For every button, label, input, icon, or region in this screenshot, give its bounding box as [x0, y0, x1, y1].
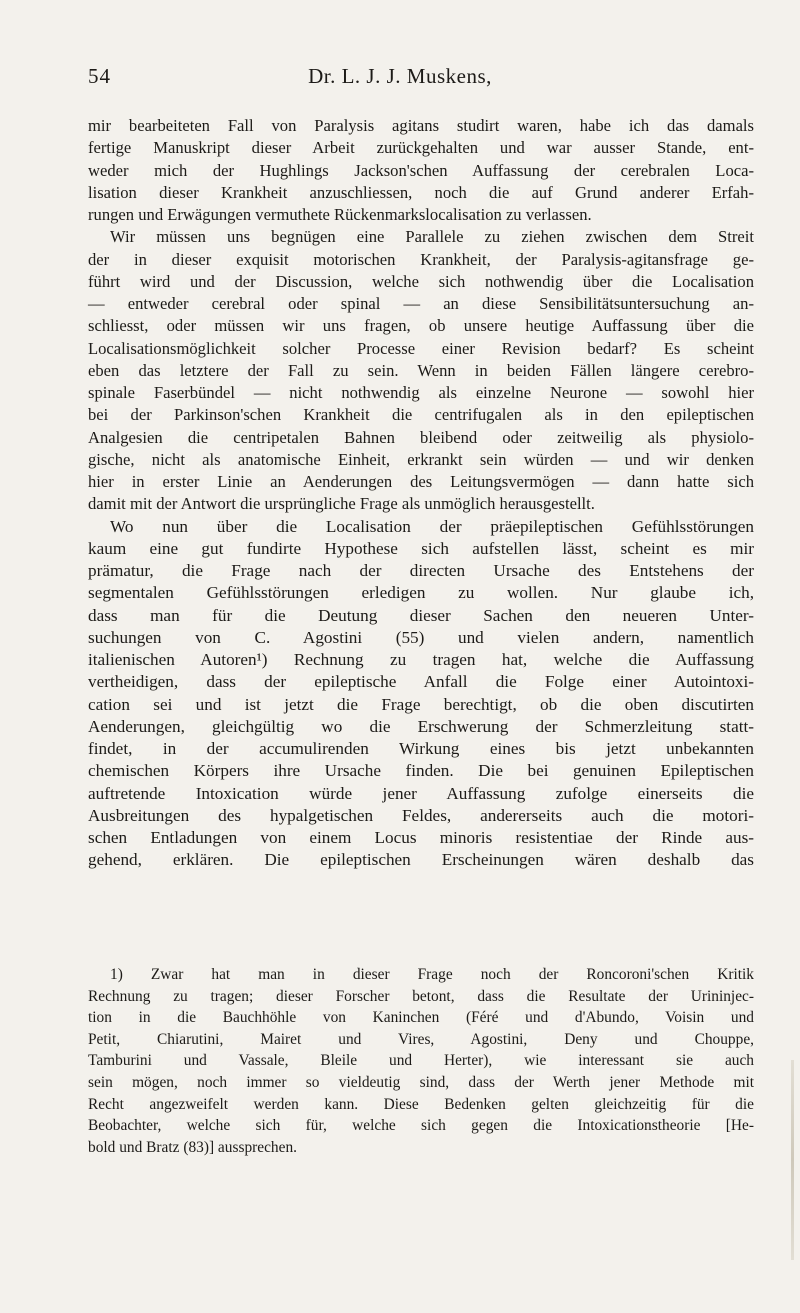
text-line: Aenderungen, gleichgültig wo die Erschwerung der Schmerzleitung statt-: [88, 716, 754, 736]
text-line: eben das letztere der Fall zu sein. Wenn in beiden Fällen längere cerebro-: [88, 360, 754, 380]
footnote-line: sein mögen, noch immer so vieldeutig sind, dass der Werth jener Methode mit: [88, 1073, 754, 1091]
text-line: spinale Faserbündel — nicht nothwendig als einzelne Neurone — sowohl hier: [88, 383, 754, 402]
text-line: hier in erster Linie an Aenderungen des Leitungsvermögen — dann hatte sich: [88, 472, 754, 491]
text-line: suchungen von C. Agostini (55) und vielen andern, namentlich: [88, 627, 754, 647]
footnote-line: Beobachter, welche sich für, welche sich gegen die Intoxicationstheorie [He-: [88, 1117, 754, 1135]
text-line: gische, nicht als anatomische Einheit, erkrankt sein würden — und wir denken: [88, 449, 754, 469]
page-edge-shadow: [791, 1060, 794, 1260]
text-line: cation sei und ist jetzt die Frage berechtigt, ob die oben discutirten: [88, 694, 754, 714]
footnote-line: bold und Bratz (83)] aussprechen.: [88, 1138, 297, 1156]
footnote-line: Tamburini und Vassale, Bleile und Herter), wie interessant sie auch: [88, 1052, 754, 1070]
text-line: führt wird und der Discussion, welche sich nothwendig über die Localisation: [88, 271, 754, 291]
text-line: chemischen Körpers ihre Ursache finden. Die bei genuinen Epileptischen: [88, 761, 754, 781]
page-header: [0, 64, 800, 94]
footnote-line: tion in die Bauchhöhle von Kaninchen (Féré und d'Abundo, Voisin und: [88, 1009, 754, 1027]
text-line: findet, in der accumulirenden Wirkung eines bis jetzt unbekannten: [88, 739, 754, 758]
text-line: prämatur, die Frage nach der directen Ursache des Entstehens der: [88, 561, 754, 580]
text-line: — entweder cerebral oder spinal — an diese Sensibilitätsuntersuchung an-: [88, 294, 754, 313]
text-line: Wir müssen uns begnügen eine Parallele zu ziehen zwischen dem Streit: [110, 227, 754, 247]
text-line: Ausbreitungen des hypalgetischen Feldes, andererseits auch die motori-: [88, 805, 754, 825]
text-line: bei der Parkinson'schen Krankheit die centrifugalen als in den epileptischen: [88, 405, 754, 425]
text-line: schen Entladungen von einem Locus minoris resistentiae der Rinde aus-: [88, 828, 754, 847]
footnote-line: Petit, Chiarutini, Mairet und Vires, Agostini, Deny und Chouppe,: [88, 1030, 754, 1048]
text-line: mir bearbeiteten Fall von Paralysis agitans studirt waren, habe ich das damals: [88, 116, 754, 135]
text-line: Localisationsmöglichkeit solcher Processe einer Revision bedarf? Es scheint: [88, 338, 754, 358]
footnote-line: 1) Zwar hat man in dieser Frage noch der Roncoroni'schen Kritik: [110, 966, 754, 983]
text-line: kaum eine gut fundirte Hypothese sich aufstellen lässt, scheint es mir: [88, 538, 754, 558]
page-number: 54: [88, 64, 111, 88]
text-line: damit mit der Antwort die ursprüngliche Frage als unmöglich herausgestellt.: [88, 494, 595, 514]
text-line: weder mich der Hughlings Jackson'schen Auffassung der cerebralen Loca-: [88, 160, 754, 180]
text-line: fertige Manuskript dieser Arbeit zurückgehalten und war ausser Stande, ent-: [88, 138, 754, 158]
text-line: Wo nun über die Localisation der präepileptischen Gefühlsstörungen: [110, 516, 754, 536]
text-line: gehend, erklären. Die epileptischen Erscheinungen wären deshalb das: [88, 850, 754, 870]
text-line: schliesst, oder müssen wir uns fragen, ob unsere heutige Auffassung über die: [88, 316, 754, 336]
text-line: vertheidigen, dass der epileptische Anfall die Folge einer Autointoxi-: [88, 672, 754, 692]
running-title: Dr. L. J. J. Muskens,: [308, 64, 492, 88]
text-line: italienischen Autoren¹) Rechnung zu tragen hat, welche die Auffassung: [88, 650, 754, 669]
text-line: lisation dieser Krankheit anzuschliessen, noch die auf Grund anderer Erfah-: [88, 182, 754, 202]
footnote-line: Rechnung zu tragen; dieser Forscher betont, dass die Resultate der Urininjec-: [88, 987, 754, 1005]
text-line: auftretende Intoxication würde jener Auffassung zufolge einerseits die: [88, 783, 754, 803]
text-line: Analgesien die centripetalen Bahnen bleibend oder zeitweilig als physiolo-: [88, 427, 754, 447]
footnote-line: Recht angezweifelt werden kann. Diese Bedenken gelten gleichzeitig für die: [88, 1095, 754, 1113]
text-line: dass man für die Deutung dieser Sachen den neueren Unter-: [88, 605, 754, 625]
body-text: [88, 115, 754, 872]
footnote: [88, 964, 754, 1158]
text-line: segmentalen Gefühlsstörungen erledigen zu wollen. Nur glaube ich,: [88, 583, 754, 603]
text-line: der in dieser exquisit motorischen Krankheit, der Paralysis-agitansfrage ge-: [88, 249, 754, 269]
text-line: rungen und Erwägungen vermuthete Rückenmarkslocalisation zu verlassen.: [88, 205, 592, 224]
